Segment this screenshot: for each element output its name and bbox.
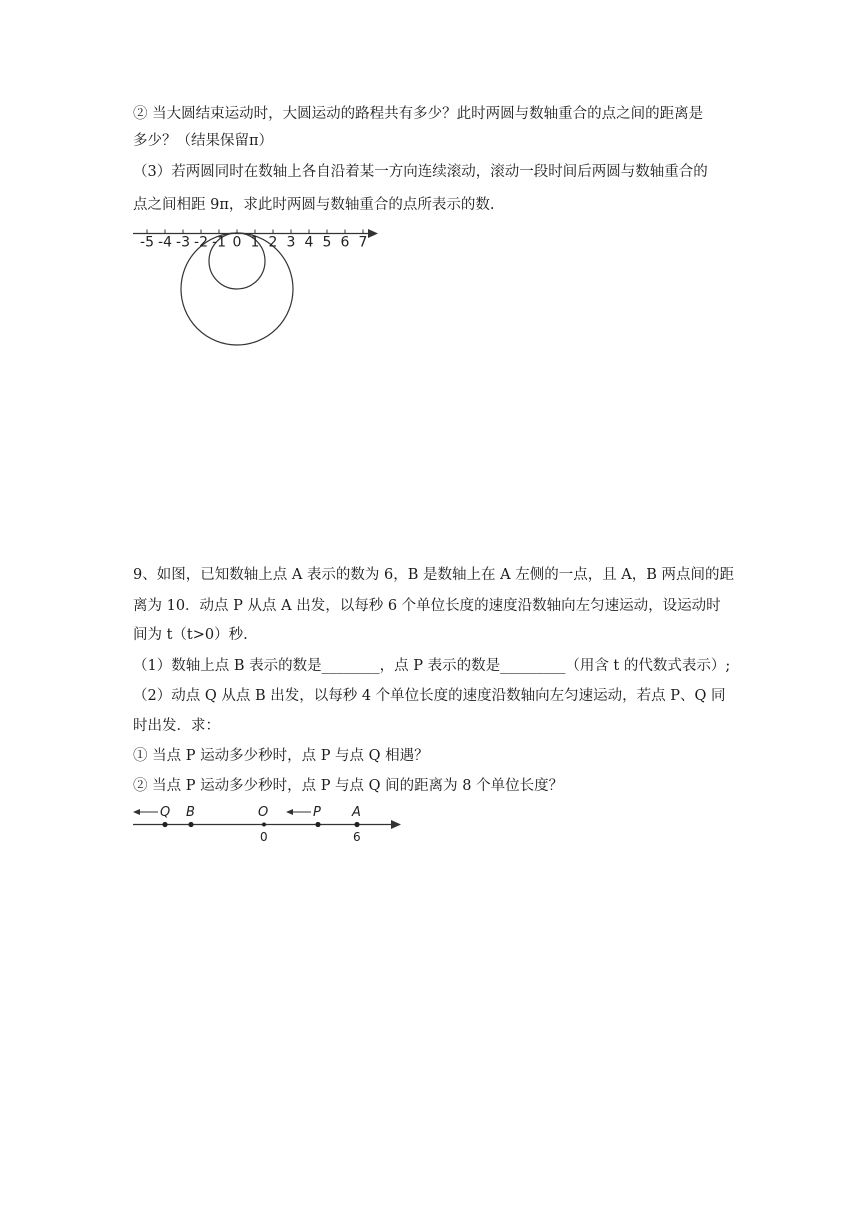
q8-part3-line2: 点之间相距 9π，求此时两圆与数轴重合的点所表示的数. [133, 197, 495, 213]
label-o: O [258, 805, 269, 820]
axis-arrow-icon-2 [391, 820, 401, 829]
tick-label: 7 [358, 234, 368, 251]
q8-part3-line1: （3）若两圆同时在数轴上各自沿着某一方向连续滚动，滚动一段时间后两圆与数轴重合的 [133, 164, 708, 180]
tick-label: -4 [158, 234, 172, 251]
q-left-arrow-icon [133, 809, 140, 815]
q9-line3: 间为 t（t>0）秒. [133, 627, 248, 643]
number-6: 6 [353, 830, 361, 844]
q8-part2-2-line2: 多少？（结果保留π） [133, 133, 274, 149]
tick-label: -5 [140, 234, 154, 251]
q9-line1: 9、如图，已知数轴上点 A 表示的数为 6，B 是数轴上在 A 左侧的一点，且 A，B 两点间的距 [133, 567, 735, 583]
tick-label: 4 [304, 234, 314, 251]
p-left-arrow-icon [286, 809, 293, 815]
q9-line2: 离为 10．动点 P 从点 A 出发，以每秒 6 个单位长度的速度沿数轴向左匀速运动，设运动时 [133, 598, 721, 614]
tick-label: -2 [194, 234, 208, 251]
point-b [188, 822, 193, 827]
tick-label: 0 [232, 234, 242, 251]
tick-label: -3 [176, 234, 190, 251]
tick-label: 6 [340, 234, 350, 251]
q8-part2-2-line1: ② 当大圆结束运动时，大圆运动的路程共有多少？此时两圆与数轴重合的点之间的距离是 [133, 106, 704, 122]
q9-part2-line1: （2）动点 Q 从点 B 出发，以每秒 4 个单位长度的速度沿数轴向左匀速运动，若点 P、Q 同 [133, 688, 726, 704]
tick-label: 5 [322, 234, 332, 251]
label-a: A [352, 805, 361, 820]
point-q [162, 822, 167, 827]
q9-sub1: ① 当点 P 运动多少秒时，点 P 与点 Q 相遇？ [133, 748, 429, 764]
tick-label: 3 [286, 234, 296, 251]
number-0: 0 [260, 830, 268, 844]
label-q: Q [160, 805, 171, 820]
label-b: B [186, 805, 195, 820]
tick-label: -1 [212, 234, 226, 251]
label-p: P [313, 805, 321, 820]
q9-sub2: ② 当点 P 运动多少秒时，点 P 与点 Q 间的距离为 8 个单位长度？ [133, 778, 564, 794]
point-o [262, 823, 266, 827]
point-a [354, 822, 359, 827]
q9-part1: （1）数轴上点 B 表示的数是________，点 P 表示的数是_________（用含 t 的代数式表示）; [133, 658, 731, 674]
point-p [315, 822, 320, 827]
q9-part2-line2: 时出发．求： [133, 718, 220, 734]
tick-label: 2 [268, 234, 278, 251]
tick-label: 1 [250, 234, 260, 251]
